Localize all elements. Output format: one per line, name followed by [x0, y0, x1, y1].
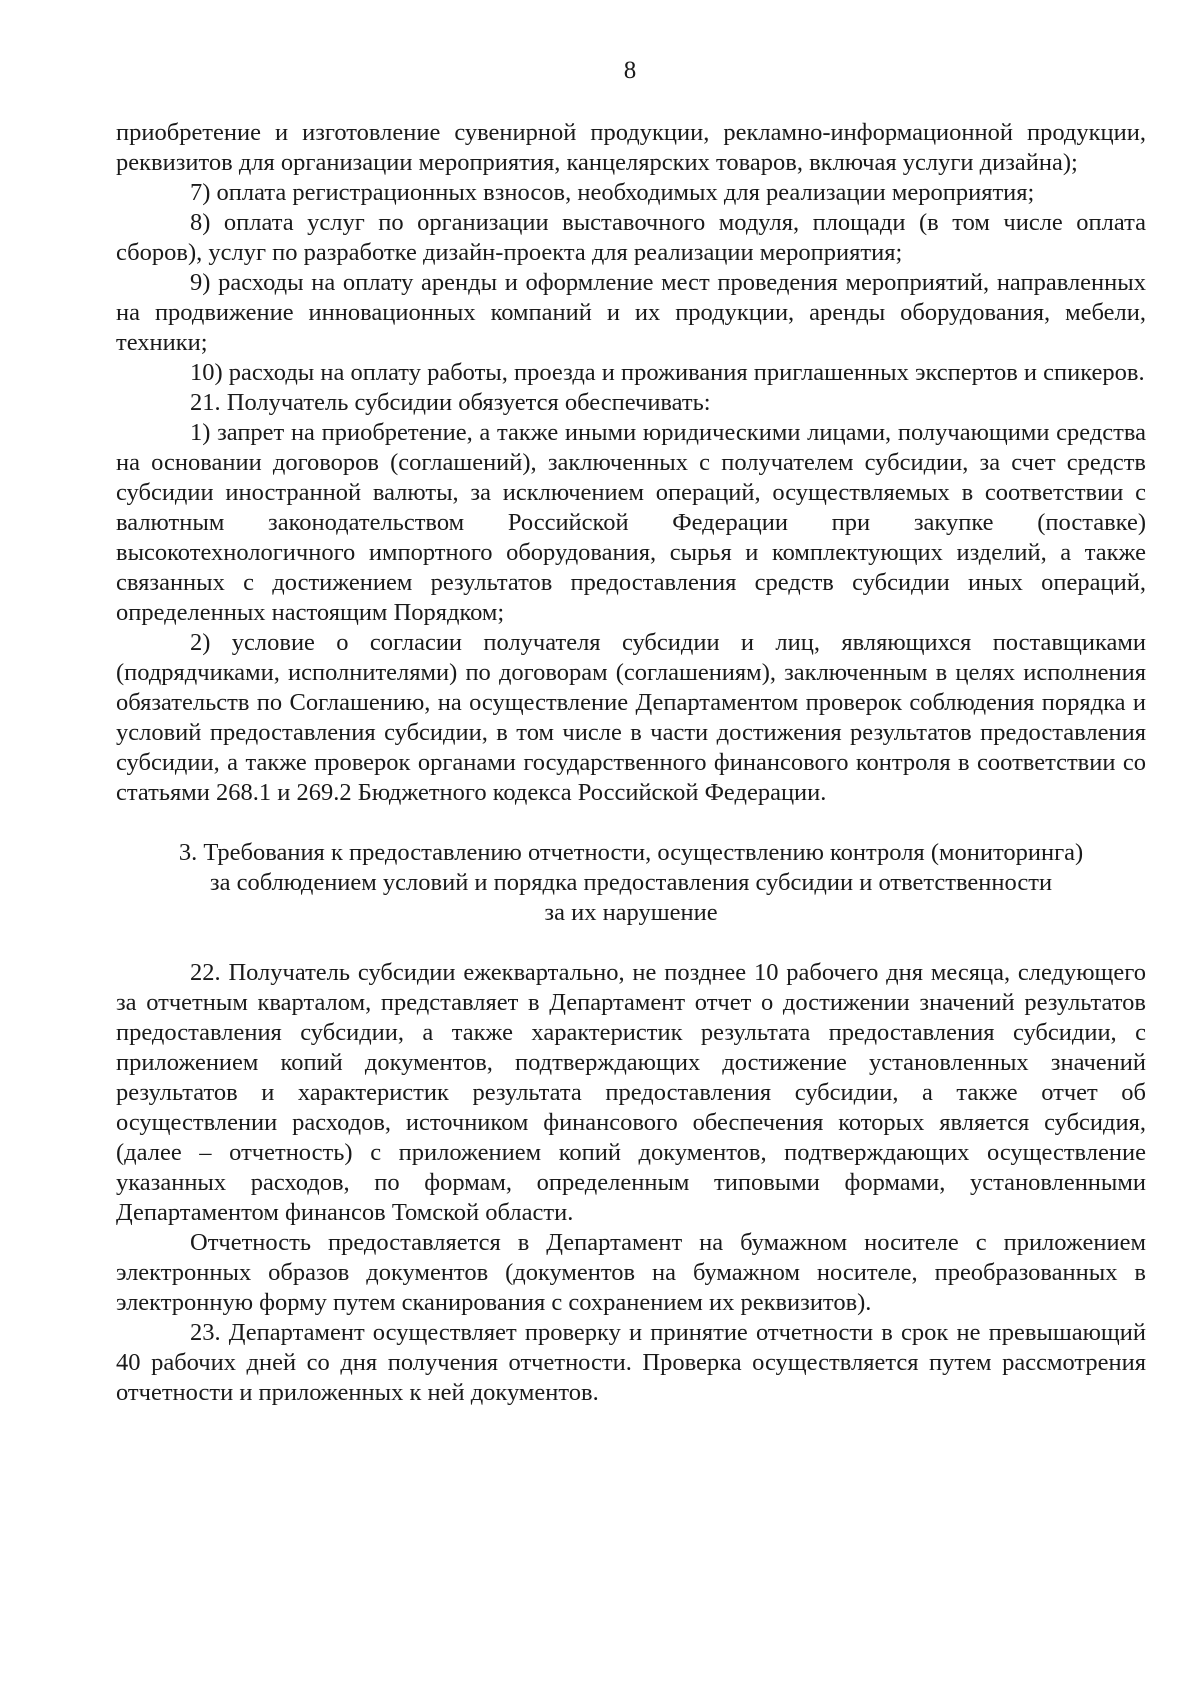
section-heading-line-2: за соблюдением условий и порядка предоставления субсидии и ответственности — [209, 869, 1053, 896]
clause-22: 22. Получатель субсидии ежеквартально, не позднее 10 рабочего дня месяца, следующего за отчетным кварталом, представляет в Департамент отчет о достижении значений результатов предоставления субсидии, а также характеристик результата предоставления субсидии, с приложением копий документов, подтверждающих достижение установленных значений результатов и характеристик результата предоставления субсидии, а также отчет об осуществлении расходов, источником финансового обеспечения которых является субсидия, (далее – отчетность) с приложением копий документов, подтверждающих осуществление указанных расходов, по формам, определенным типовыми формами, установленными Департаментом финансов Томской области. — [116, 959, 1146, 1226]
paragraph-continuation: приобретение и изготовление сувенирной продукции, рекламно-информационной продукции, реквизитов для организации мероприятия, канцелярских товаров, включая услуги дизайна); — [116, 119, 1146, 176]
section-heading-line-3: за их нарушение — [544, 899, 718, 926]
clause-21-item-1: 1) запрет на приобретение, а также иными юридическими лицами, получающими средства на основании договоров (соглашений), заключенных с получателем субсидии, за счет средств субсидии иностранной валюты, за исключением операций, осуществляемых в соответствии с валютным законодательством Российской Федерации при закупке (поставке) высокотехнологичного импортного оборудования, сырья и комплектующих изделий, а также связанных с достижением результатов предоставления средств субсидии иных операций, определенных настоящим Порядком; — [116, 419, 1146, 626]
clause-23: 23. Департамент осуществляет проверку и принятие отчетности в срок не превышающий 40 рабочих дней со дня получения отчетности. Проверка осуществляется путем рассмотрения отчетности и приложенных к ней документов. — [116, 1319, 1146, 1406]
clause-21-item-2: 2) условие о согласии получателя субсидии и лиц, являющихся поставщиками (подрядчиками, исполнителями) по договорам (соглашениям), заключенным в целях исполнения обязательств по Соглашению, на осуществление Департаментом проверок соблюдения порядка и условий предоставления субсидии, в том числе в части достижения результатов предоставления субсидии, а также проверок органами государственного финансового контроля в соответствии со статьями 268.1 и 269.2 Бюджетного кодекса Российской Федерации. — [116, 629, 1146, 806]
section-heading — [116, 838, 1146, 928]
page-number: 8 — [623, 57, 637, 84]
list-item-7: 7) оплата регистрационных взносов, необходимых для реализации мероприятия; — [190, 179, 1035, 206]
clause-21: 21. Получатель субсидии обязуется обеспечивать: — [190, 389, 711, 416]
section-heading-line-1: 3. Требования к предоставлению отчетности, осуществлению контроля (мониторинга) — [178, 839, 1084, 866]
list-item-9: 9) расходы на оплату аренды и оформление мест проведения мероприятий, направленных на продвижение инновационных компаний и их продукции, аренды оборудования, мебели, техники; — [116, 269, 1146, 356]
list-item-10: 10) расходы на оплату работы, проезда и проживания приглашенных экспертов и спикеров. — [190, 359, 1145, 386]
list-item-8: 8) оплата услуг по организации выставочного модуля, площади (в том числе оплата сборов), услуг по разработке дизайн-проекта для реализации мероприятия; — [116, 209, 1146, 266]
document-body — [116, 118, 1146, 1408]
clause-22-reporting: Отчетность предоставляется в Департамент на бумажном носителе с приложением электронных образов документов (документов на бумажном носителе, преобразованных в электронную форму путем сканирования с сохранением их реквизитов). — [116, 1229, 1146, 1316]
